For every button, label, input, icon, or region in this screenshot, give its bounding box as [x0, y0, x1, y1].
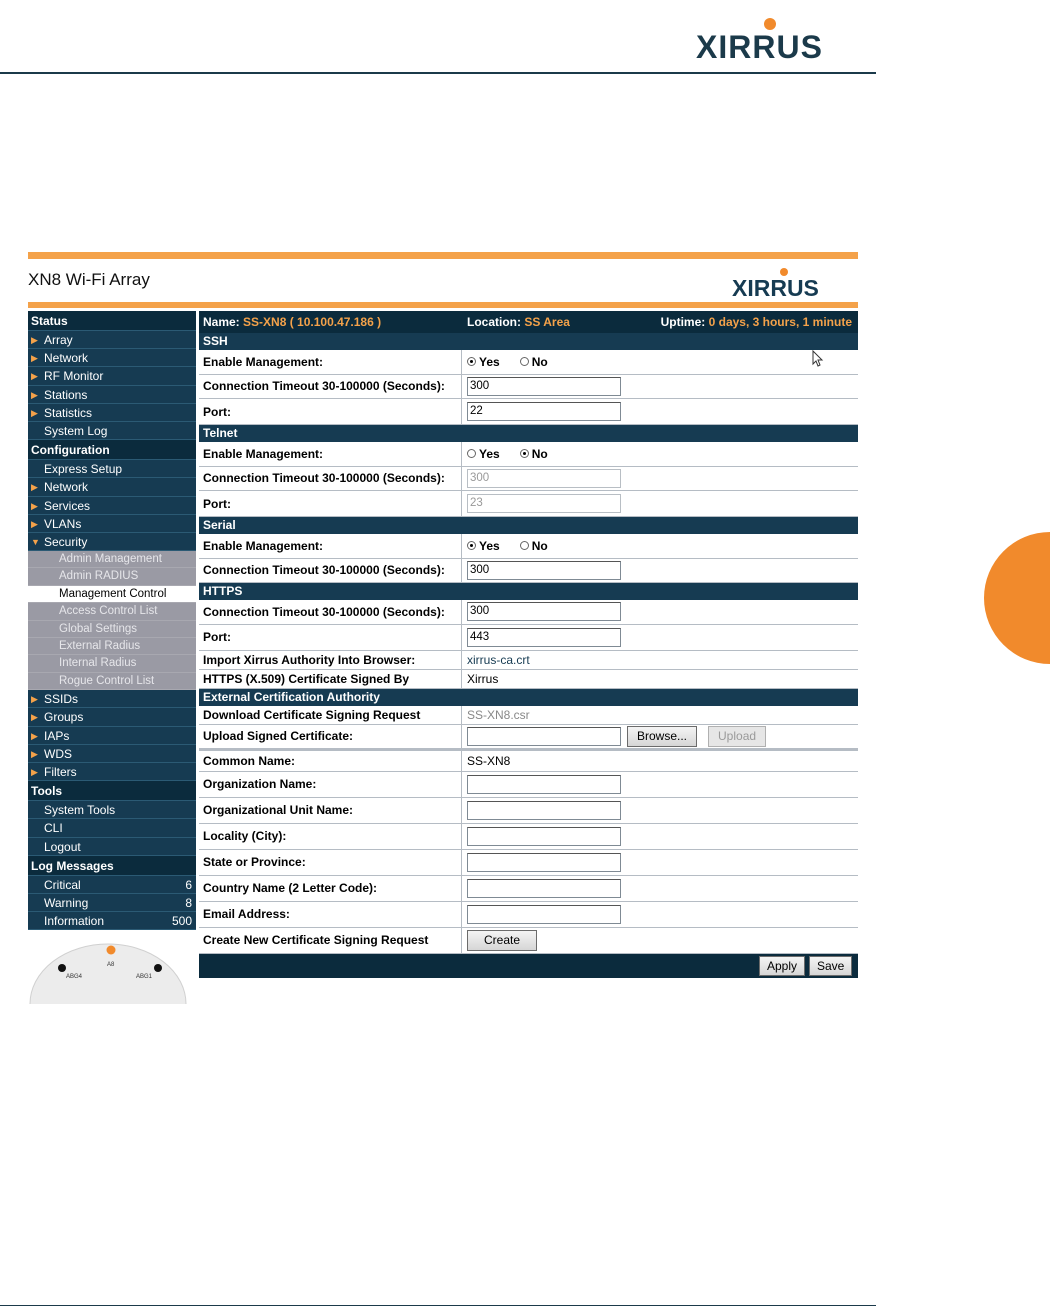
sidebar-item-rf-monitor[interactable] — [28, 367, 196, 385]
log-label: Warning — [44, 895, 89, 910]
sidebar-item-services[interactable] — [28, 497, 196, 515]
https-timeout-input[interactable]: 300 — [467, 602, 621, 621]
sidebar-item-label: Network — [44, 480, 89, 495]
sidebar-item-label: Services — [44, 498, 91, 513]
sidebar-item-ssids[interactable] — [28, 690, 196, 708]
serial-timeout-label: Connection Timeout 30-100000 (Seconds): — [199, 559, 462, 583]
sidebar-item-statistics[interactable] — [28, 404, 196, 422]
eca-email-row — [199, 902, 858, 928]
arrow-right-icon: ▶ — [31, 371, 38, 382]
eca-org-unit-label: Organizational Unit Name: — [199, 798, 462, 823]
section-ssh: SSH — [199, 333, 858, 350]
sidebar-sub-global-settings[interactable]: Global Settings — [28, 621, 196, 638]
upload-file-input[interactable] — [467, 727, 621, 746]
sidebar-item-stations[interactable] — [28, 386, 196, 404]
https-timeout-row — [199, 600, 858, 625]
arrow-right-icon: ▶ — [31, 748, 38, 759]
sidebar-item-label: Stations — [44, 387, 88, 402]
sidebar-item-system-log[interactable]: System Log — [28, 422, 196, 440]
eca-common-name-row — [199, 751, 858, 772]
sidebar-item-security[interactable] — [28, 533, 196, 551]
telnet-enable-no-radio[interactable] — [520, 447, 548, 461]
sidebar-item-label: VLANs — [44, 516, 82, 531]
arrow-right-icon: ▶ — [31, 500, 38, 511]
log-count: 6 — [185, 877, 192, 892]
sidebar-item-config-network[interactable] — [28, 478, 196, 496]
radio-label: No — [531, 538, 548, 553]
sidebar-sub-admin-management[interactable]: Admin Management — [28, 551, 196, 568]
country-input[interactable] — [467, 879, 621, 898]
https-cert-value: Xirrus — [467, 671, 499, 686]
eca-create-label: Create New Certificate Signing Request — [199, 928, 462, 953]
location-value: SS Area — [524, 315, 570, 329]
serial-enable-row — [199, 534, 858, 559]
eca-org-row — [199, 772, 858, 798]
telnet-timeout-label: Connection Timeout 30-100000 (Seconds): — [199, 467, 462, 491]
name-value: SS-XN8 ( 10.100.47.186 ) — [243, 315, 382, 329]
radio-label: Yes — [479, 538, 500, 553]
header-rule — [0, 72, 876, 74]
array-device-image — [28, 942, 196, 1004]
arrow-right-icon: ▶ — [31, 712, 38, 723]
save-button[interactable]: Save — [809, 956, 852, 976]
radio-label: Yes — [479, 446, 500, 461]
eca-locality-label: Locality (City): — [199, 824, 462, 849]
ssh-enable-row — [199, 350, 858, 375]
sidebar-sub-management-control[interactable]: Management Control — [28, 586, 196, 603]
svg-text:XIRRUS: XIRRUS — [696, 29, 823, 62]
arrow-right-icon: ▶ — [31, 518, 38, 529]
telnet-timeout-input[interactable]: 300 — [467, 469, 621, 488]
https-port-label: Port: — [199, 625, 462, 650]
browse-button[interactable]: Browse... — [627, 726, 697, 747]
serial-timeout-row — [199, 559, 858, 584]
eca-email-label: Email Address: — [199, 902, 462, 927]
ssh-timeout-label: Connection Timeout 30-100000 (Seconds): — [199, 375, 462, 399]
sidebar-sub-rogue-control-list[interactable]: Rogue Control List — [28, 673, 196, 690]
eca-country-row — [199, 876, 858, 902]
footer-rule — [0, 1305, 876, 1306]
https-import-label: Import Xirrus Authority Into Browser: — [199, 651, 462, 669]
main-panel — [199, 311, 858, 978]
eca-state-row — [199, 850, 858, 876]
log-count: 500 — [171, 914, 192, 929]
section-external-ca: External Certification Authority — [199, 689, 858, 706]
section-telnet: Telnet — [199, 425, 858, 442]
sidebar-sub-access-control-list[interactable]: Access Control List — [28, 603, 196, 620]
footer-bar — [199, 954, 858, 978]
serial-enable-no-radio[interactable] — [520, 539, 548, 553]
sidebar-item-critical[interactable] — [28, 876, 196, 894]
ssh-timeout-input[interactable]: 300 — [467, 377, 621, 396]
uptime-label: Uptime: — [660, 315, 706, 329]
sidebar-item-label: WDS — [44, 746, 72, 761]
apply-button[interactable]: Apply — [759, 956, 805, 976]
sidebar-item-warning[interactable] — [28, 894, 196, 912]
telnet-port-label: Port: — [199, 491, 462, 516]
eca-common-name-label: Common Name: — [199, 751, 462, 771]
https-cert-label: HTTPS (X.509) Certificate Signed By — [199, 670, 462, 688]
sidebar-item-label: Array — [44, 333, 73, 347]
telnet-timeout-row — [199, 467, 858, 492]
section-https: HTTPS — [199, 583, 858, 600]
https-import-row — [199, 651, 858, 670]
xirrus-ca-link[interactable]: xirrus-ca.crt — [467, 652, 530, 667]
serial-enable-label: Enable Management: — [199, 534, 462, 558]
xirrus-logo — [696, 18, 871, 62]
wmi-screenshot — [28, 252, 858, 1004]
sidebar-sub-internal-radius[interactable]: Internal Radius — [28, 655, 196, 672]
organizational-unit-input[interactable] — [467, 801, 621, 820]
telnet-enable-label: Enable Management: — [199, 442, 462, 466]
sidebar-nav — [28, 311, 196, 941]
radio-label: Yes — [479, 354, 500, 369]
ssh-timeout-row — [199, 375, 858, 400]
state-input[interactable] — [467, 853, 621, 872]
arrow-right-icon: ▶ — [31, 389, 38, 400]
radio-label: No — [531, 446, 548, 461]
log-label: Information — [44, 914, 105, 929]
arrow-down-icon: ▼ — [31, 536, 40, 547]
sidebar-item-label: Filters — [44, 764, 77, 779]
array-name — [203, 311, 381, 333]
eca-country-label: Country Name (2 Letter Code): — [199, 876, 462, 901]
app-title: XN8 Wi-Fi Array — [28, 270, 150, 289]
arrow-right-icon: ▶ — [31, 730, 38, 741]
arrow-right-icon: ▶ — [31, 482, 38, 493]
sidebar-item-wds[interactable] — [28, 745, 196, 763]
telnet-enable-row — [199, 442, 858, 467]
uptime-value: 0 days, 3 hours, 1 minute — [708, 315, 852, 329]
status-infobar — [199, 311, 858, 333]
eca-download-row — [199, 706, 858, 725]
https-cert-row — [199, 670, 858, 689]
serial-enable-yes-radio[interactable] — [467, 539, 500, 553]
arrow-right-icon: ▶ — [31, 335, 38, 345]
ssh-port-row — [199, 399, 858, 425]
svg-text:XIRRUS: XIRRUS — [732, 275, 819, 298]
radio-off-icon — [520, 541, 529, 550]
telnet-port-row — [199, 491, 858, 517]
radio-on-icon — [467, 541, 476, 550]
ssh-port-label: Port: — [199, 399, 462, 424]
sidebar-item-system-tools[interactable]: System Tools — [28, 801, 196, 819]
sidebar-item-network[interactable] — [28, 349, 196, 367]
sidebar-item-iaps[interactable] — [28, 727, 196, 745]
sidebar-item-express-setup[interactable]: Express Setup — [28, 460, 196, 478]
ssh-port-input[interactable]: 22 — [467, 402, 621, 421]
sidebar-item-cli[interactable]: CLI — [28, 819, 196, 837]
sidebar-item-label: Security — [44, 534, 88, 549]
sidebar-item-label: Statistics — [44, 405, 93, 420]
sidebar-item-filters[interactable] — [28, 763, 196, 781]
sidebar-header-configuration[interactable]: Configuration — [28, 440, 196, 460]
eca-org-label: Organization Name: — [199, 772, 462, 797]
create-button[interactable]: Create — [467, 930, 537, 951]
sidebar-item-groups[interactable] — [28, 708, 196, 726]
section-serial: Serial — [199, 517, 858, 534]
chapter-tab — [984, 532, 1050, 664]
log-label: Critical — [44, 877, 81, 892]
svg-text:ABG1: ABG1 — [136, 974, 153, 980]
arrow-right-icon: ▶ — [31, 694, 38, 705]
radio-off-icon — [520, 357, 529, 366]
eca-state-label: State or Province: — [199, 850, 462, 875]
sidebar-item-label: RF Monitor — [44, 369, 104, 384]
sidebar-item-information[interactable] — [28, 912, 196, 930]
mouse-cursor-icon — [812, 350, 824, 368]
app-logo — [732, 268, 856, 298]
sidebar-header-tools[interactable]: Tools — [28, 781, 196, 801]
upload-button[interactable]: Upload — [708, 726, 766, 747]
eca-create-row — [199, 928, 858, 954]
array-uptime — [661, 311, 852, 333]
sidebar-header-log-messages[interactable]: Log Messages — [28, 856, 196, 876]
organization-name-input[interactable] — [467, 775, 621, 794]
https-timeout-label: Connection Timeout 30-100000 (Seconds): — [199, 600, 462, 624]
ssh-enable-yes-radio[interactable] — [467, 355, 500, 369]
eca-upload-row — [199, 725, 858, 751]
eca-download-label: Download Certificate Signing Request — [199, 706, 462, 724]
telnet-port-input[interactable]: 23 — [467, 494, 621, 513]
https-port-input[interactable]: 443 — [467, 628, 621, 647]
name-label: Name: — [203, 315, 240, 329]
radio-on-icon — [467, 357, 476, 366]
arrow-right-icon: ▶ — [31, 766, 38, 777]
header-orange-bar — [28, 302, 858, 308]
sidebar-item-label: IAPs — [44, 728, 70, 743]
eca-upload-label: Upload Signed Certificate: — [199, 725, 462, 748]
locality-input[interactable] — [467, 827, 621, 846]
arrow-right-icon: ▶ — [31, 353, 38, 364]
sidebar-item-vlans[interactable] — [28, 515, 196, 533]
svg-text:ABG4: ABG4 — [66, 974, 83, 980]
ssh-enable-no-radio[interactable] — [520, 355, 548, 369]
csr-download-link[interactable]: SS-XN8.csr — [467, 707, 530, 722]
email-input[interactable] — [467, 905, 621, 924]
sidebar-item-logout[interactable]: Logout — [28, 838, 196, 856]
radio-label: No — [531, 354, 548, 369]
location-label: Location: — [467, 315, 521, 329]
sidebar-item-label: SSIDs — [44, 692, 79, 707]
eca-locality-row — [199, 824, 858, 850]
ssh-enable-label: Enable Management: — [199, 350, 462, 374]
sidebar-sub-admin-radius[interactable]: Admin RADIUS — [28, 568, 196, 585]
radio-off-icon — [467, 449, 476, 458]
arrow-right-icon: ▶ — [31, 407, 38, 418]
https-port-row — [199, 625, 858, 651]
serial-timeout-input[interactable]: 300 — [467, 561, 621, 580]
array-location — [467, 311, 570, 333]
svg-text:A8: A8 — [107, 962, 115, 968]
radio-on-icon — [520, 449, 529, 458]
log-count: 8 — [185, 895, 192, 910]
top-orange-bar — [28, 252, 858, 259]
sidebar-item-label: Network — [44, 351, 89, 366]
eca-common-name-value: SS-XN8 — [467, 753, 511, 768]
sidebar-item-label: Groups — [44, 710, 84, 725]
sidebar-header-status[interactable]: Status — [28, 311, 196, 331]
telnet-enable-yes-radio[interactable] — [467, 447, 500, 461]
sidebar-sub-external-radius[interactable]: External Radius — [28, 638, 196, 655]
eca-org-unit-row — [199, 798, 858, 824]
sidebar-item-array[interactable] — [28, 331, 196, 349]
